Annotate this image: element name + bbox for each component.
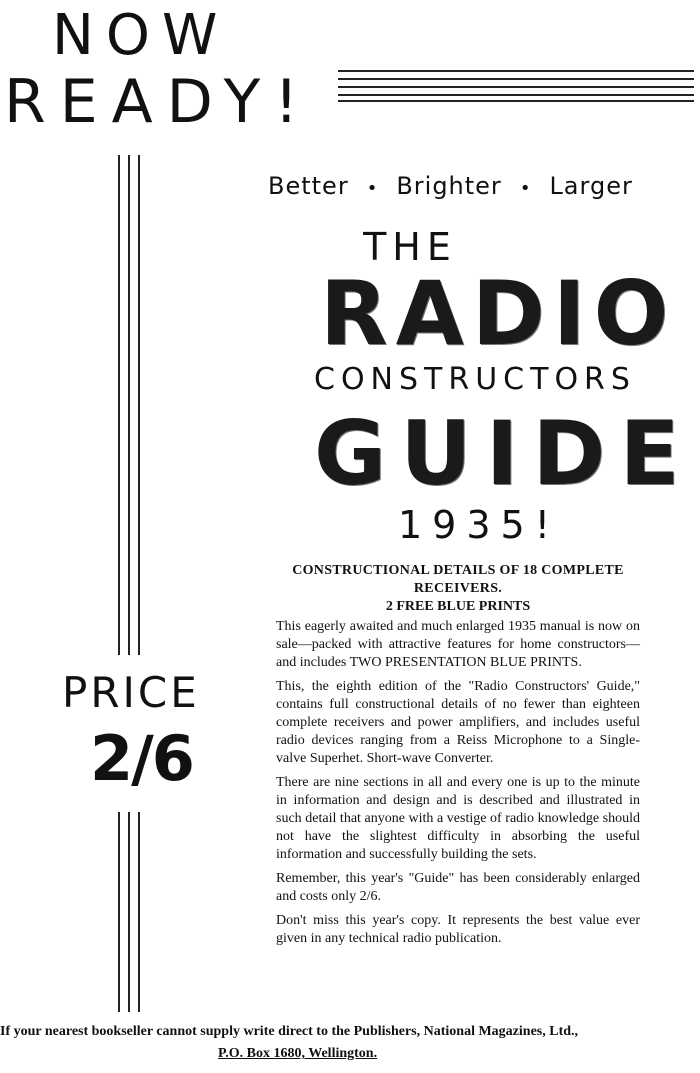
rule-line (338, 86, 694, 88)
price-value: 2/6 (90, 722, 193, 795)
title-radio: RADIO (320, 262, 677, 365)
tagline-larger: Larger (549, 172, 633, 200)
title-the: THE (363, 225, 457, 269)
paragraph: Don't miss this year's copy. It represents the best value ever given in any technical radio publication. (276, 913, 640, 946)
tagline-separator: • (519, 178, 532, 199)
article-body (276, 562, 640, 954)
price-label: PRICE (62, 668, 200, 717)
title-guide: GUIDE (314, 402, 694, 505)
paragraph: There are nine sections in all and every one is up to the minute in information and design and is described and illustrated in such detail that anyone with a vestige of radio knowledge should not have the slightest difficulty in absorbing the useful information and successfully building the sets. (276, 775, 640, 862)
body-heading-blueprints: 2 FREE BLUE PRINTS (385, 599, 531, 614)
rule-line (338, 78, 694, 80)
rule-line (338, 70, 694, 72)
vertical-rules-lower (118, 812, 148, 1012)
paragraph: This eagerly awaited and much enlarged 1935 manual is now on sale—packed with attractive features for home constructors—and includes TWO PRESENTATION BLUE PRINTS. (276, 619, 640, 670)
tagline-brighter: Brighter (396, 172, 502, 200)
footer-address: P.O. Box 1680, Wellington. (218, 1046, 378, 1061)
tagline-separator: • (366, 178, 379, 199)
rule-line (338, 100, 694, 102)
body-heading-details: CONSTRUCTIONAL DETAILS OF 18 COMPLETE RECEIVERS. (292, 563, 624, 596)
title-year: 1935! (398, 503, 560, 547)
rule-line (338, 94, 694, 96)
headline-ready: READY! (4, 67, 313, 137)
headline-now: NOW (52, 3, 230, 68)
tagline-better: Better (268, 172, 349, 200)
tagline (268, 172, 633, 200)
footer-line-publishers: If your nearest bookseller cannot supply write direct to the Publishers, National Magazines, Ltd., (0, 1024, 579, 1039)
paragraph: This, the eighth edition of the "Radio Constructors' Guide," contains full constructional details of no fewer than eighteen complete receivers and power amplifiers, and includes useful radio devices ranging from a Reiss Microphone to a Single-valve Superhet. Short-wave Converter. (276, 679, 640, 766)
footer-line-address (218, 1046, 377, 1062)
paragraph: Remember, this year's "Guide" has been considerably enlarged and costs only 2/6. (276, 871, 640, 904)
title-constructors: CONSTRUCTORS (314, 362, 636, 397)
